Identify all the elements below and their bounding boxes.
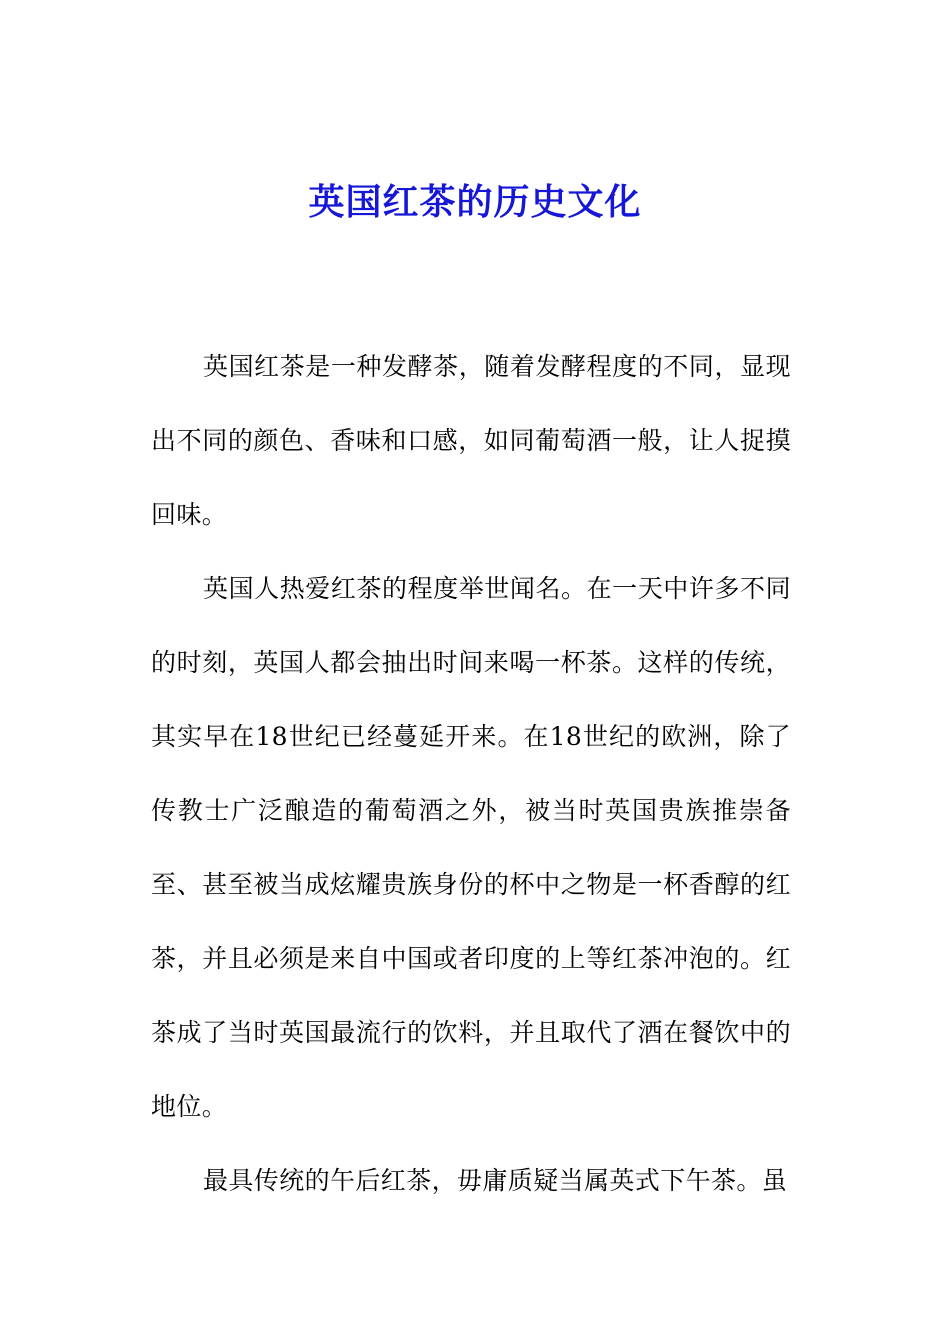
paragraph-2: 英国人热爱红茶的程度举世闻名。在一天中许多不同的时刻，英国人都会抽出时间来喝一杯茶。这样的传统，其实早在18世纪已经蔓延开来。在18世纪的欧洲，除了传教士广泛酿造的葡萄酒之外，被当时英国贵族推崇备至、甚至被当成炫耀贵族身份的杯中之物是一杯香醇的红茶，并且必须是来自中国或者印度的上等红茶冲泡的。红茶成了当时英国最流行的饮料，并且取代了酒在餐饮中的地位。: [151, 574, 791, 1121]
document-body: [151, 330, 791, 1218]
document-title: 英国红茶的历史文化: [308, 181, 642, 223]
paragraph-1: 英国红茶是一种发酵茶，随着发酵程度的不同，显现出不同的颜色、香味和口感，如同葡萄酒一般，让人捉摸回味。: [151, 352, 791, 529]
paragraph-3: 最具传统的午后红茶，毋庸质疑当属英式下午茶。虽: [203, 1166, 788, 1195]
